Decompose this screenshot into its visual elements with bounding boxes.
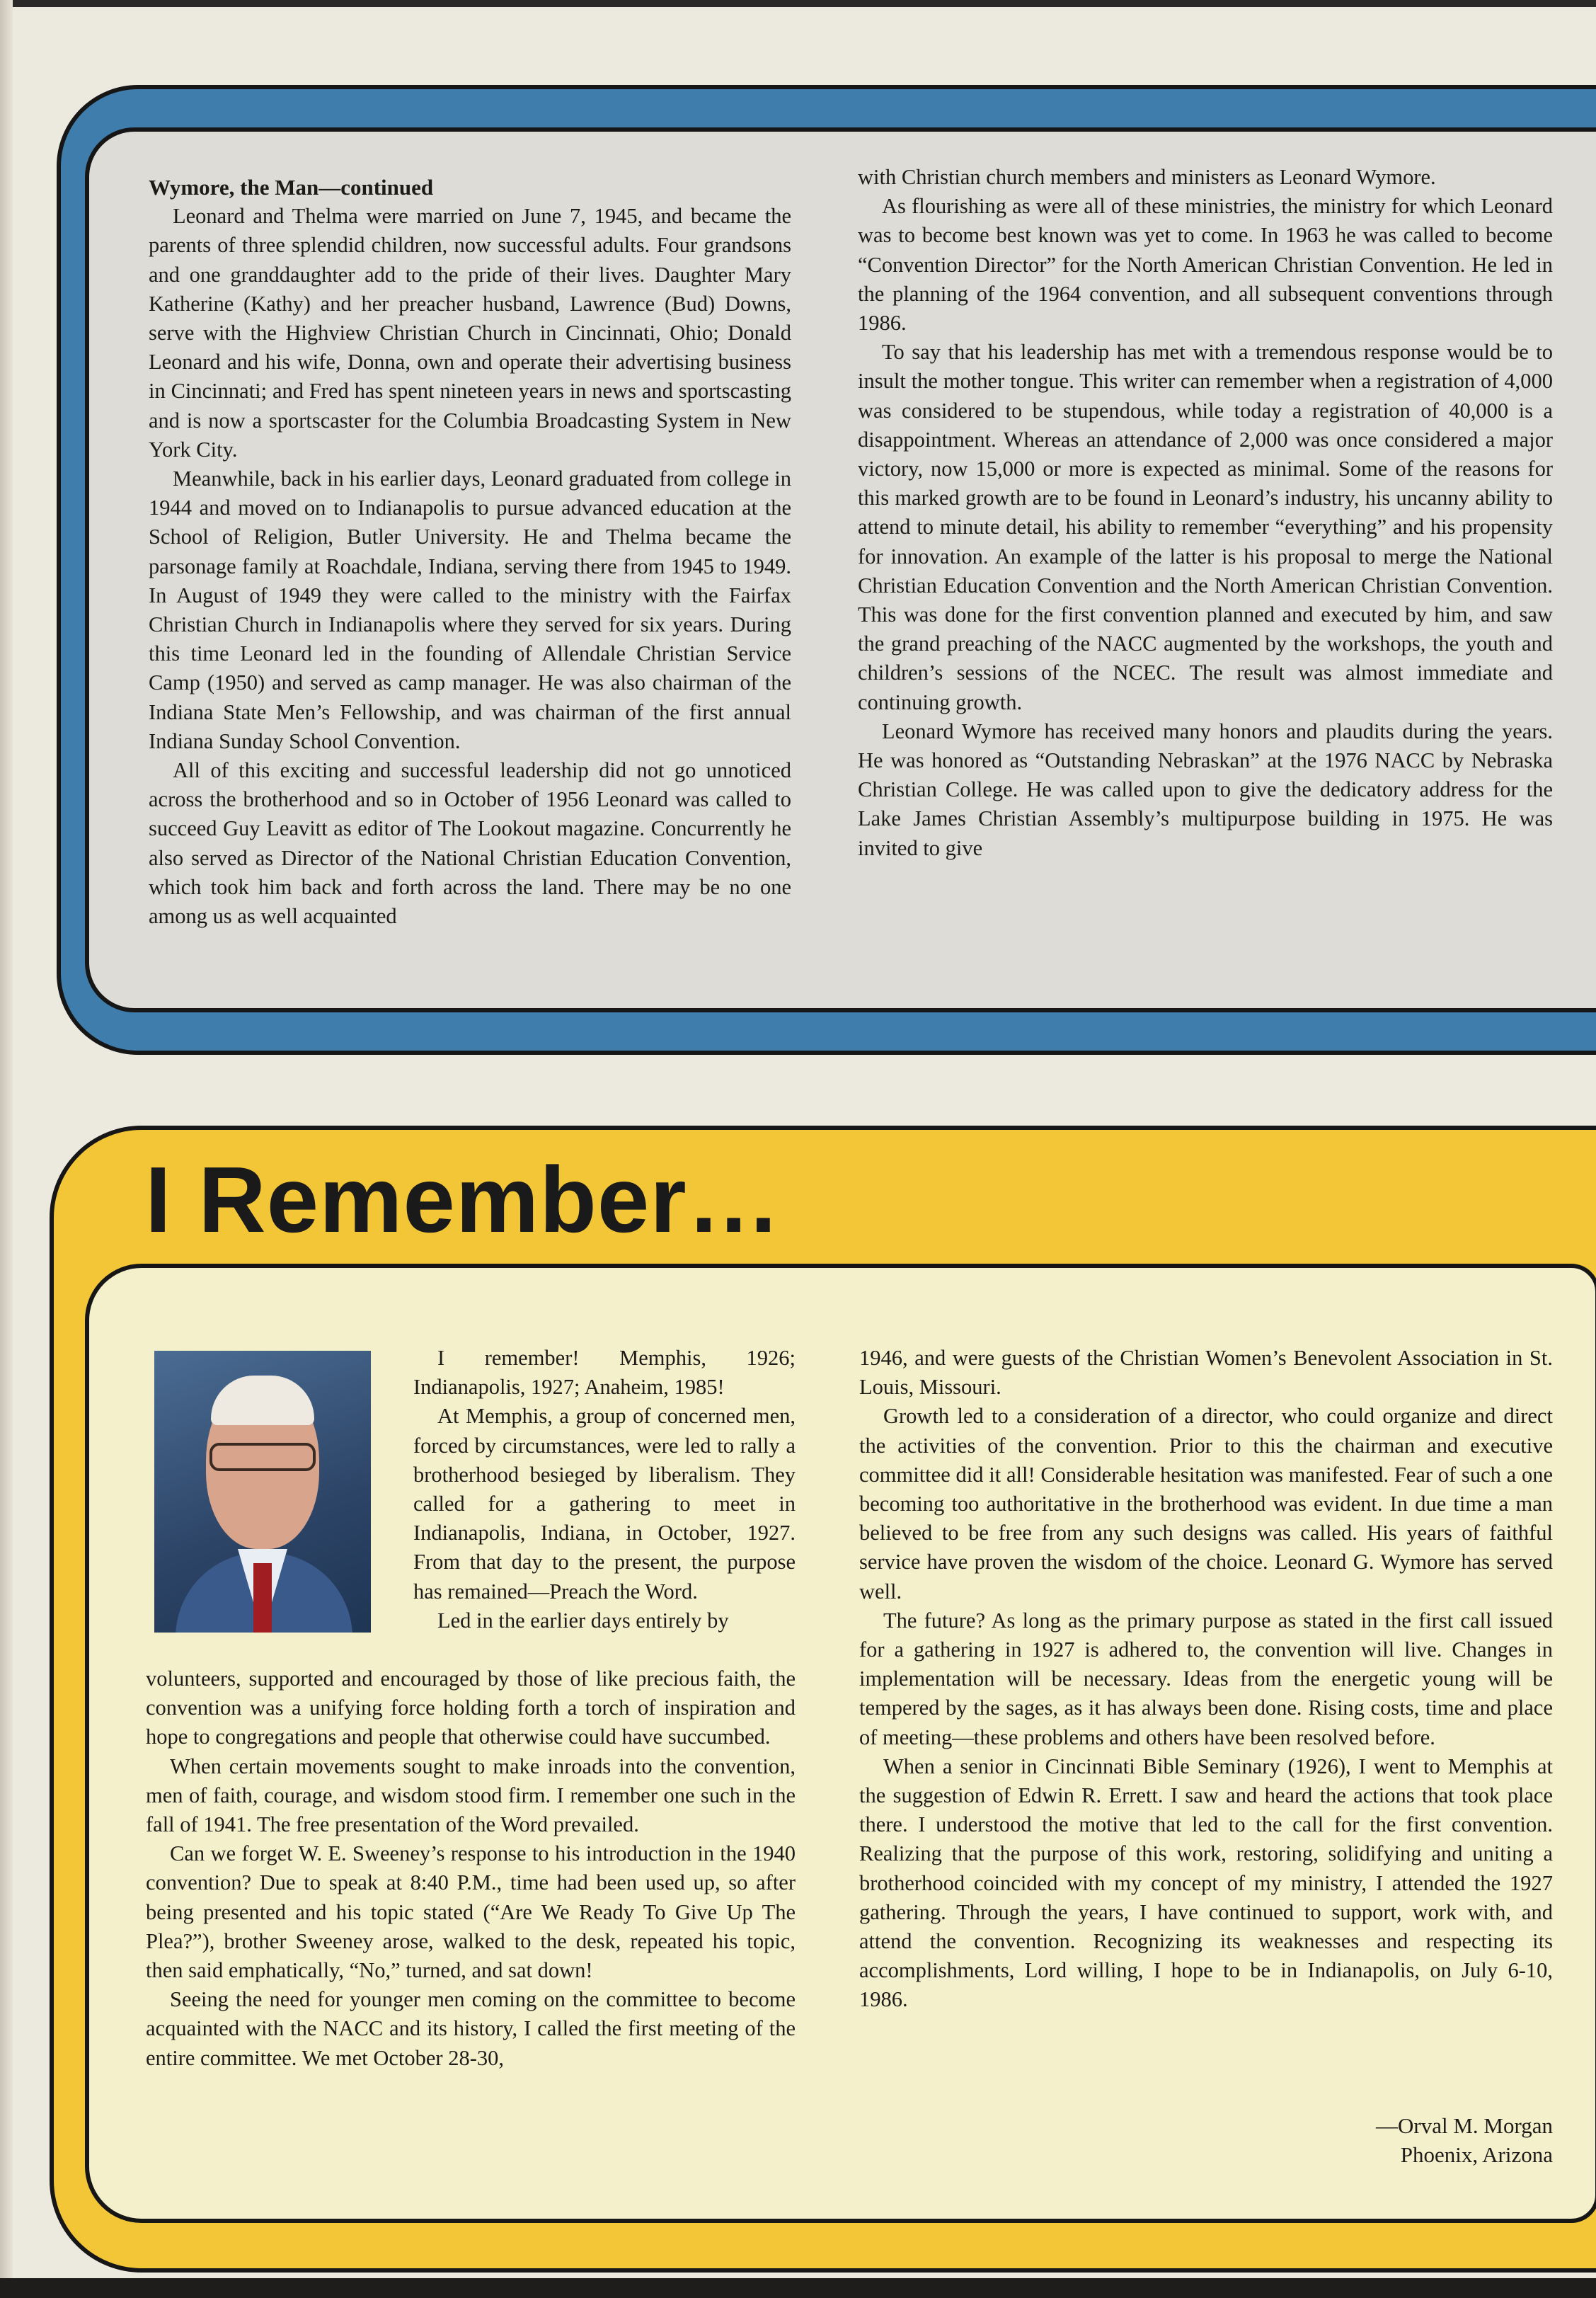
remember-paragraph: When certain movements sought to make inroads into the convention, men of faith, courage, and wisdom stood firm. I remember one such in the fall of 1941. The free presentation of the Word prevailed. xyxy=(146,1754,796,1837)
remember-paragraph: The future? As long as the primary purpose as stated in the first call issued for a gathering in 1927 is adhered to, the convention will live. Changes in implementation will be necessary. Ideas from the energetic young will be tempered by the sages, as it has always been done. Rising costs, time and place of meeting—these problems and others have been resolved before. xyxy=(859,1608,1553,1749)
signature-place: Phoenix, Arizona xyxy=(1400,2142,1553,2167)
wymore-left-column xyxy=(149,173,791,931)
wymore-paragraph: with Christian church members and ministers as Leonard Wymore. xyxy=(858,165,1436,189)
portrait-tie xyxy=(253,1563,272,1633)
remember-paragraph: volunteers, supported and encouraged by those of like precious faith, the convention was a unifying force holding forth a torch of inspiration and hope to congregations and people that otherwise could have succumbed. xyxy=(146,1667,796,1749)
author-portrait-photo xyxy=(154,1351,371,1633)
wymore-section-heading: Wymore, the Man—continued xyxy=(149,175,434,200)
remember-left-column xyxy=(146,1664,796,2073)
portrait-hair xyxy=(211,1376,314,1425)
wymore-paragraph: Leonard and Thelma were married on June 7, 1945, and became the parents of three splendid children, now successful adults. Four grandsons and one granddaughter add to the pride of their lives. Daughter Mary Katherine (Kathy) and her preacher husband, Lawrence (Bud) Downs, serve with the Highview Christian Church in Cincinnati, Ohio; Donald Leonard and his wife, Donna, own and operate their advertising business in Cincinnati; and Fred has spent nineteen years in news and sportscasting and is now a sportscaster for the Columbia Broadcasting System in New York City. xyxy=(149,204,791,462)
signature-name: —Orval M. Morgan xyxy=(1376,2113,1553,2138)
remember-paragraph: Can we forget W. E. Sweeney’s response to his introduction in the 1940 convention? Due to speak at 8:40 P.M., time had been used up, so after being presented and his topic stated (“Are We Ready To Give Up The Plea?”), brother Sweeney arose, walked to the desk, repeated his topic, then said emphatically, “No,” turned, and sat down! xyxy=(146,1841,796,1983)
remember-beside-photo xyxy=(413,1344,796,1635)
wymore-right-column xyxy=(858,163,1553,863)
wymore-paragraph: All of this exciting and successful leadership did not go unnoticed across the brotherhood and so in October of 1956 Leonard was called to succeed Guy Leavitt as editor of The Lookout magazine. Concurrently he also served as Director of the National Christian Education Convention, which took him back and forth across the land. There may be no one among us as well acquainted xyxy=(149,758,791,929)
wymore-paragraph: Meanwhile, back in his earlier days, Leonard graduated from college in 1944 and moved on to Indianapolis to pursue advanced education at the School of Religion, Butler University. He and Thelma became the parsonage family at Roachdale, Indiana, serving there from 1945 to 1949. In August of 1949 they were called to the ministry with the Fairfax Christian Church in Indianapolis where they served for six years. During this time Leonard led in the founding of Allendale Christian Service Camp (1950) and served as camp manager. He was also chairman of the Indiana State Men’s Fellowship, and was chairman of the first annual Indiana Sunday School Convention. xyxy=(149,467,791,753)
remember-paragraph: I remember! Memphis, 1926; Indianapolis, 1927; Anaheim, 1985! xyxy=(413,1346,796,1400)
wymore-paragraph: Leonard Wymore has received many honors and plaudits during the years. He was honored as “Outstanding Nebraskan” at the 1976 NACC by Nebraska Christian College. He was called upon to give the dedicatory address for the Lake James Christian Assembly’s multipurpose building in 1975. He was invited to give xyxy=(858,719,1553,860)
top-dark-edge xyxy=(0,0,1596,7)
remember-title: I Remember… xyxy=(145,1148,781,1252)
remember-paragraph: When a senior in Cincinnati Bible Seminary (1926), I went to Memphis at the suggestion of Edwin R. Errett. I saw and heard the actions that took place there. I understood the motive that led to the call for the first convention. Realizing that the purpose of this work, restoring, solidifying and uniting a brotherhood coincided with my concept of my ministry, I attended the 1927 gathering. Through the years, I have continued to support, work with, and attend the convention. Recognizing its weaknesses and respecting its accomplishments, Lord willing, I hope to be in Indianapolis, on July 6-10, 1986. xyxy=(859,1754,1553,2012)
portrait-glasses xyxy=(209,1443,316,1471)
remember-paragraph: 1946, and were guests of the Christian Women’s Benevolent Association in St. Louis, Missouri. xyxy=(859,1346,1553,1400)
bottom-dark-edge xyxy=(0,2278,1596,2298)
remember-paragraph: Growth led to a consideration of a director, who could organize and direct the activities of the convention. Prior to this the chairman and executive committee did it all! Considerable hesitation was manifested. Fear of such a one becoming too authoritative in the brotherhood was evident. In due time a man believed to be free from any such designs was called. His years of faithful service have proven the wisdom of the choice. Leonard G. Wymore has served well. xyxy=(859,1404,1553,1604)
remember-paragraph: At Memphis, a group of concerned men, forced by circumstances, were led to rally a brotherhood besieged by liberalism. They called for a gathering to meet in Indianapolis, Indiana, in October, 1927. From that day to the present, the purpose has remained—Preach the Word. xyxy=(413,1404,796,1604)
wymore-paragraph: As flourishing as were all of these ministries, the ministry for which Leonard was to become best known was yet to come. In 1963 he was called to become “Convention Director” for the North American Christian Convention. He led in the planning of the 1964 convention, and all subsequent conventions through 1986. xyxy=(858,194,1553,336)
remember-paragraph: Seeing the need for younger men coming on the committee to become acquainted with the NACC and its history, I called the first meeting of the entire committee. We met October 28-30, xyxy=(146,1987,796,2070)
author-signature xyxy=(1203,2111,1553,2169)
wymore-paragraph: To say that his leadership has met with a tremendous response would be to insult the mother tongue. This writer can remember when a registration of 4,000 was considered to be stupendous, while today a registration of 40,000 is a disappointment. Whereas an attendance of 2,000 was once considered a major victory, now 15,000 or more is expected as minimal. Some of the reasons for this marked growth are to be found in Leonard’s industry, his uncanny ability to attend to minute detail, his ability to remember “everything” and his propensity for innovation. An example of the latter is his proposal to merge the National Christian Education Convention and the North American Christian Convention. This was done for the first convention planned and executed by him, and saw the grand preaching of the NACC augmented by the workshops, the youth and children’s sessions of the NCEC. The result was almost immediate and continuing growth. xyxy=(858,340,1553,714)
remember-paragraph: Led in the earlier days entirely by xyxy=(437,1608,729,1633)
remember-right-column xyxy=(859,1344,1553,2015)
page-gutter xyxy=(0,0,13,2298)
